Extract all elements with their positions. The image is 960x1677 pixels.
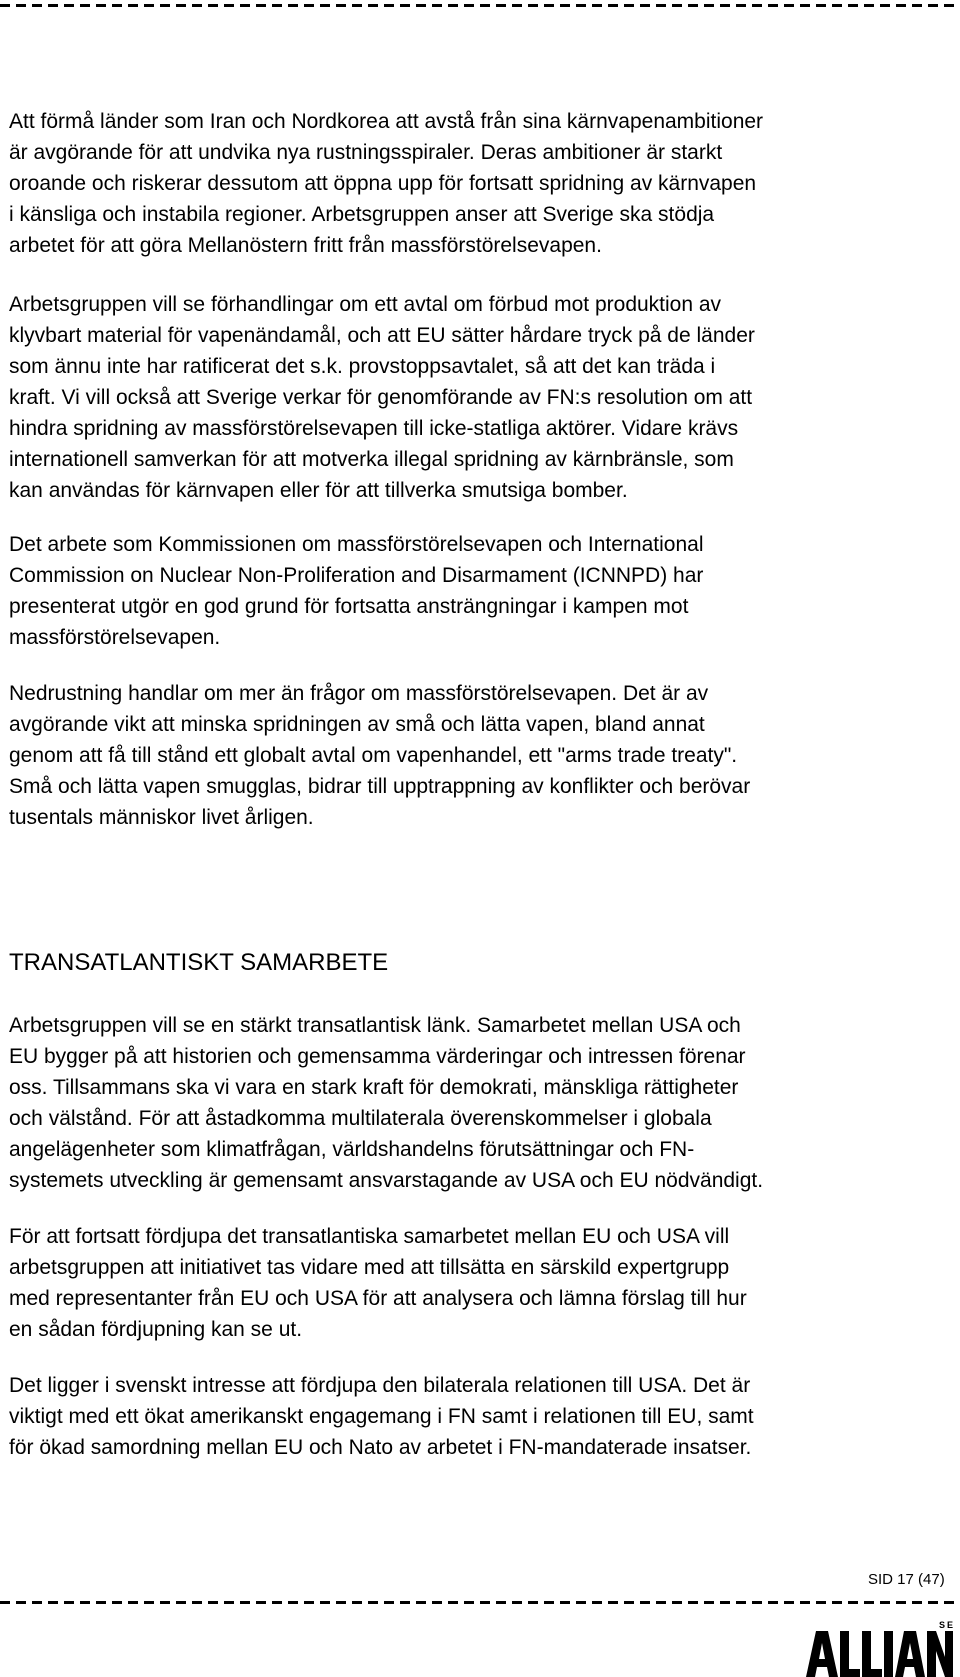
paragraph-bilaterala-relationen: Det ligger i svenskt intresse att fördjupa den bilaterala relationen till USA. Det är viktigt med ett ökat amerikanskt engagemang i FN samt i relationen till EU, samt för ökad samordning mellan EU och Nato av arbetet i FN-mandaterade insatser. bbox=[9, 1374, 754, 1459]
svg-text:S: S bbox=[939, 1620, 946, 1630]
page-number: SID 17 (47) bbox=[868, 1571, 945, 1588]
svg-text:E: E bbox=[947, 1620, 954, 1630]
paragraph-expertgrupp: För att fortsatt fördjupa det transatlantiska samarbetet mellan EU och USA vill arbetsgruppen att initiativet tas vidare med att tillsätta en särskild expertgrupp med representanter från EU och USA för att analysera och lämna förslag till hur en sådan fördjupning kan se ut. bbox=[9, 1225, 747, 1341]
paragraph-kommissionen: Det arbete som Kommissionen om massförstörelsevapen och International Commission on Nuclear Non-Proliferation and Disarmament (ICNNPD) har presenterat utgör en god grund för fortsatta ansträngningar i kampen mot massförstörelsevapen. bbox=[9, 533, 704, 649]
alliansen-logo-icon bbox=[806, 1617, 956, 1677]
paragraph-nedrustning: Nedrustning handlar om mer än frågor om massförstörelsevapen. Det är av avgörande vikt att minska spridningen av små och lätta vapen, bland annat genom att få till stånd ett globalt avtal om vapenhandel, ett "arms trade treaty". Små och lätta vapen smugglas, bidrar till upptrappning av konflikter och berövar tusentals människor livet årligen. bbox=[9, 682, 751, 829]
bottom-dashed-rule bbox=[0, 1601, 960, 1604]
paragraph-transatlantisk-lank: Arbetsgruppen vill se en stärkt transatlantisk länk. Samarbetet mellan USA och EU bygger på att historien och gemensamma värderingar och intressen förenar oss. Tillsammans ska vi vara en stark kraft för demokrati, mänskliga rättigheter och välstånd. För att åstadkomma multilaterala överenskommelser i globala angelägenheter som klimatfrågan, världshandelns förutsättningar och FN- systemets utveckling är gemensamt ansvarstagande av USA och EU nödvändigt. bbox=[9, 1014, 764, 1192]
top-dashed-rule bbox=[0, 4, 960, 7]
paragraph-iran-nordkorea: Att förmå länder som Iran och Nordkorea att avstå från sina kärnvapenambitioner är avgörande för att undvika nya rustningsspiraler. Deras ambitioner är starkt oroande och riskerar dessutom att öppna upp för fortsatt spridning av kärnvapen i känsliga och instabila regioner. Arbetsgruppen anser att Sverige ska stödja arbetet för att göra Mellanöstern fritt från massförstörelsevapen. bbox=[9, 110, 764, 257]
section-heading: TRANSATLANTISKT SAMARBETE bbox=[9, 949, 389, 976]
paragraph-forhandlingar: Arbetsgruppen vill se förhandlingar om ett avtal om förbud mot produktion av klyvbart material för vapenändamål, och att EU sätter hårdare tryck på de länder som ännu inte har ratificerat det s.k. provstoppsavtalet, så att det kan träda i kraft. Vi vill också att Sverige verkar för genomförande av FN:s resolution om att hindra spridning av massförstörelsevapen till icke-statliga aktörer. Vidare krävs internationell samverkan för att motverka illegal spridning av kärnbränsle, som kan användas för kärnvapen eller för att tillverka smutsiga bomber. bbox=[9, 293, 755, 502]
